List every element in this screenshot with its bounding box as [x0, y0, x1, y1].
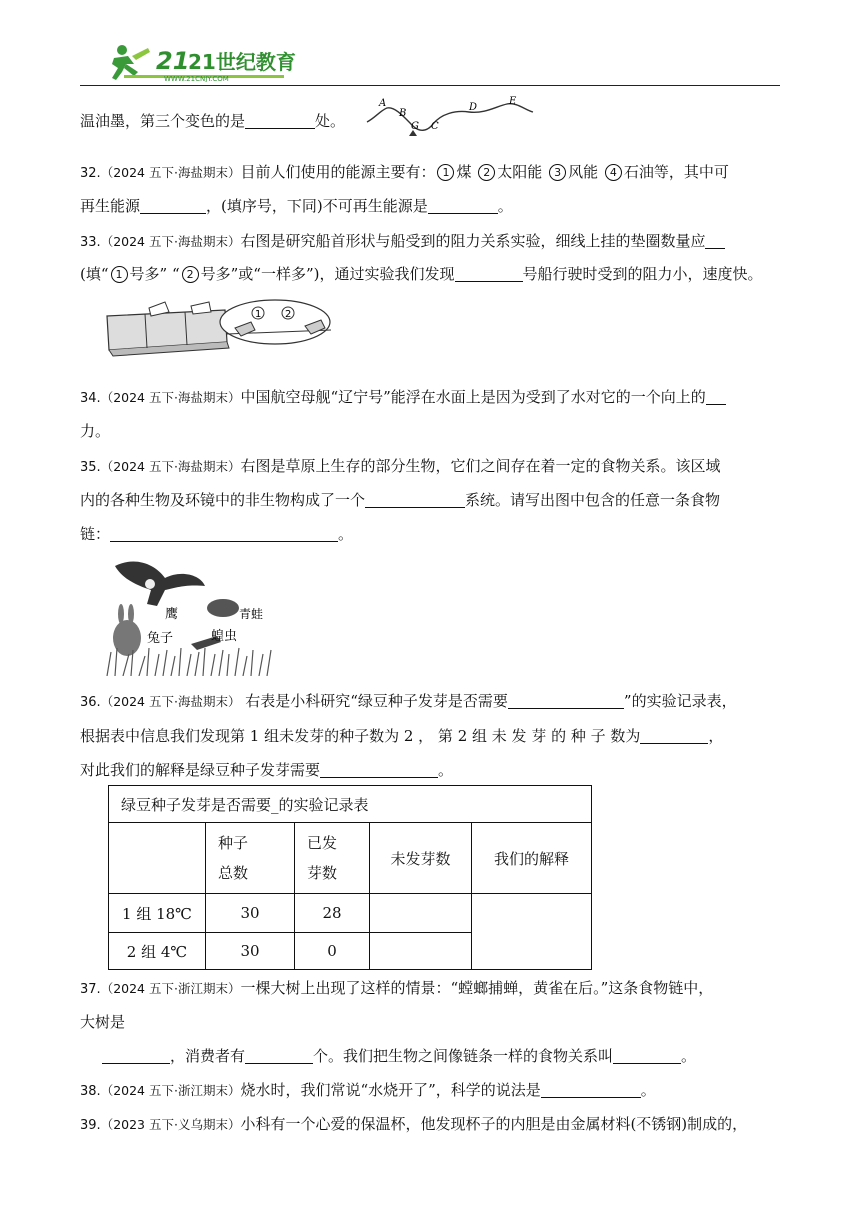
q39-text: 小科有一个心爱的保温杯，他发现杯子的内胆是由金属材料(不锈钢)制成的， — [240, 1115, 748, 1133]
header-rule — [80, 85, 780, 86]
q36-line2 — [80, 725, 723, 747]
option-text: 石油等，其中可 — [623, 163, 729, 181]
wave-diagram — [365, 96, 535, 136]
question-source: （2024 五下·海盐期末） — [100, 390, 241, 405]
q32-text: 目前人们使用的能源主要有： — [240, 163, 436, 181]
answer-blank — [102, 1047, 170, 1064]
answer-blank — [245, 1047, 313, 1064]
q35-line3 — [80, 523, 353, 545]
question-source: （2024 五下·海盐期末） — [100, 234, 241, 249]
table-row — [109, 894, 592, 933]
wave-label-c: C — [431, 121, 439, 132]
table-header-cell — [295, 823, 370, 894]
q36-text: ”的实验记录表， — [623, 692, 737, 710]
question-number: 39. — [80, 1118, 101, 1133]
q39-line1 — [80, 1113, 747, 1137]
wave-label-d: D — [469, 102, 478, 113]
locust-label: 蝗虫 — [211, 629, 238, 644]
answer-blank — [706, 388, 726, 405]
svg-text:21: 21 — [156, 47, 190, 75]
header-text: 种子 — [218, 834, 249, 852]
question-number: 34. — [80, 391, 101, 406]
question-number: 35. — [80, 460, 101, 475]
circled-number: 2 — [182, 266, 199, 283]
table-header-row — [109, 823, 592, 894]
q36-text: ， — [708, 727, 724, 745]
answer-blank — [110, 525, 338, 542]
q38-line1 — [80, 1079, 656, 1103]
question-number: 38. — [80, 1084, 101, 1099]
q33-text: 号多” “ — [129, 265, 180, 283]
answer-blank — [455, 265, 523, 282]
question-source: （2024 五下·海盐期末） — [100, 694, 241, 709]
q36-line1 — [80, 690, 737, 714]
answer-blank — [705, 232, 725, 249]
q34-text: 力。 — [80, 422, 111, 440]
question-source: （2024 五下·海盐期末） — [100, 165, 241, 180]
question-number: 37. — [80, 982, 101, 997]
answer-blank — [140, 197, 206, 214]
q37-text: 大树是 — [80, 1013, 126, 1031]
q32-text: ，(填序号，下同)不可再生能源是 — [206, 197, 428, 215]
table-title: 绿豆种子发芽是否需要_的实验记录表 — [109, 786, 592, 823]
table-cell: 1 组 18℃ — [109, 894, 206, 933]
question-source: （2024 五下·浙江期末） — [100, 1083, 241, 1098]
q36-text: 根据表中信息我们发现第 1 组未发芽的种子数为 2 ， 第 2 组 未 发 芽 的 种 子 数为 — [80, 727, 641, 745]
q34-text: 中国航空母舰“辽宁号”能浮在水面上是因为受到了水对它的一个向上的 — [240, 388, 706, 406]
table-cell: 0 — [295, 933, 370, 970]
question-source: （2024 五下·浙江期末） — [100, 981, 241, 996]
answer-blank — [640, 727, 708, 744]
answer-blank — [613, 1047, 681, 1064]
q32-text: 。 — [497, 197, 513, 215]
table-cell — [472, 894, 592, 970]
header-text: 已发 — [307, 834, 338, 852]
circled-number: 4 — [605, 164, 622, 181]
q32-text: 再生能源 — [80, 197, 141, 215]
circled-number: 2 — [478, 164, 495, 181]
table-header-cell — [109, 823, 206, 894]
table-title-row — [109, 786, 592, 823]
circled-number: 1 — [111, 266, 128, 283]
q35-line2 — [80, 489, 720, 511]
frog-label: 青蛙 — [239, 607, 264, 621]
eagle-label: 鹰 — [165, 607, 179, 622]
question-source: （2024 五下·海盐期末） — [100, 459, 241, 474]
option-text: 风能 — [568, 163, 599, 181]
q31-tail — [80, 110, 345, 132]
q37-text: 个。我们把生物之间像链条一样的食物关系叫 — [313, 1047, 614, 1065]
question-number: 33. — [80, 235, 101, 250]
wave-label-g: G — [411, 121, 419, 132]
question-number: 36. — [80, 695, 101, 710]
q33-text: 号船行驶时受到的阻力小，速度快。 — [522, 265, 763, 283]
q32-line1 — [80, 161, 729, 185]
q33-line2 — [80, 263, 763, 285]
q37-text: 一棵大树上出现了这样的情景：“螳螂捕蝉，黄雀在后。”这条食物链中， — [240, 979, 714, 997]
q33-text: 号多”或“一样多”)，通过实验我们发现 — [200, 265, 455, 283]
rabbit-label: 兔子 — [147, 631, 174, 646]
table-cell — [370, 933, 472, 970]
wave-label-b: B — [399, 108, 407, 119]
table-header-cell — [206, 823, 295, 894]
table-cell — [370, 894, 472, 933]
question-source: （2023 五下·义乌期末） — [100, 1117, 241, 1132]
wave-label-a: A — [379, 98, 387, 109]
q35-text: 。 — [338, 525, 354, 543]
table-cell: 30 — [206, 933, 295, 970]
q34-line1 — [80, 386, 726, 410]
q38-text: 烧水时，我们常说“水烧开了”，科学的说法是 — [240, 1081, 541, 1099]
boat-label-1: 1 — [255, 309, 262, 320]
option-text: 煤 — [456, 163, 472, 181]
q35-text: 内的各种生物及环镜中的非生物构成了一个 — [80, 491, 366, 509]
q33-text: (填“ — [80, 265, 109, 283]
q34-line2 — [80, 420, 110, 442]
circled-number: 1 — [437, 164, 454, 181]
option-text: 太阳能 — [497, 163, 543, 181]
answer-blank — [541, 1081, 641, 1098]
q35-line1 — [80, 455, 720, 479]
q37-line3 — [102, 1045, 696, 1067]
q36-text: 。 — [438, 761, 454, 779]
svg-text:21世纪教育: 21世纪教育 — [188, 50, 296, 74]
q31-text: 温油墨，第三个变色的是 — [80, 112, 246, 130]
answer-blank — [508, 692, 624, 709]
svg-text:WWW.21CNJY.COM: WWW.21CNJY.COM — [164, 75, 229, 82]
answer-blank — [365, 491, 465, 508]
q37-text: 。 — [681, 1047, 697, 1065]
q35-text: 系统。请写出图中包含的任意一条食物 — [465, 491, 721, 509]
question-number: 32. — [80, 166, 101, 181]
q33-line1 — [80, 230, 725, 254]
wave-label-e: E — [509, 96, 517, 107]
site-logo — [104, 42, 344, 82]
answer-blank — [245, 112, 315, 129]
circled-number: 3 — [549, 164, 566, 181]
q36-text: 右表是小科研究“绿豆种子发芽是否需要 — [240, 692, 508, 710]
q36-text: 对此我们的解释是绿豆种子发芽需要 — [80, 761, 321, 779]
q37-line2 — [80, 1011, 125, 1033]
table-cell: 28 — [295, 894, 370, 933]
q35-text: 链： — [80, 525, 111, 543]
table-header-cell: 我们的解释 — [472, 823, 592, 894]
header-text: 总数 — [218, 864, 249, 882]
answer-blank — [428, 197, 498, 214]
q37-line1 — [80, 977, 713, 1001]
grassland-figure — [105, 556, 275, 676]
boat-label-2: 2 — [285, 309, 292, 320]
page-header — [80, 40, 780, 88]
header-text: 芽数 — [307, 864, 338, 882]
table-cell: 30 — [206, 894, 295, 933]
q32-line2 — [80, 195, 513, 217]
table-header-cell: 未发芽数 — [370, 823, 472, 894]
q38-text: 。 — [640, 1081, 656, 1099]
q37-text: ，消费者有 — [170, 1047, 246, 1065]
q35-text: 右图是草原上生存的部分生物，它们之间存在着一定的食物关系。该区域 — [240, 457, 721, 475]
answer-blank — [320, 761, 438, 778]
q31-suffix: 处。 — [315, 112, 346, 130]
boat-experiment-figure — [105, 298, 335, 360]
experiment-record-table — [108, 785, 592, 970]
table-cell: 2 组 4℃ — [109, 933, 206, 970]
q36-line3 — [80, 759, 453, 781]
q33-text: 右图是研究船首形状与船受到的阻力关系实验，细线上挂的垫圈数量应 — [240, 232, 706, 250]
